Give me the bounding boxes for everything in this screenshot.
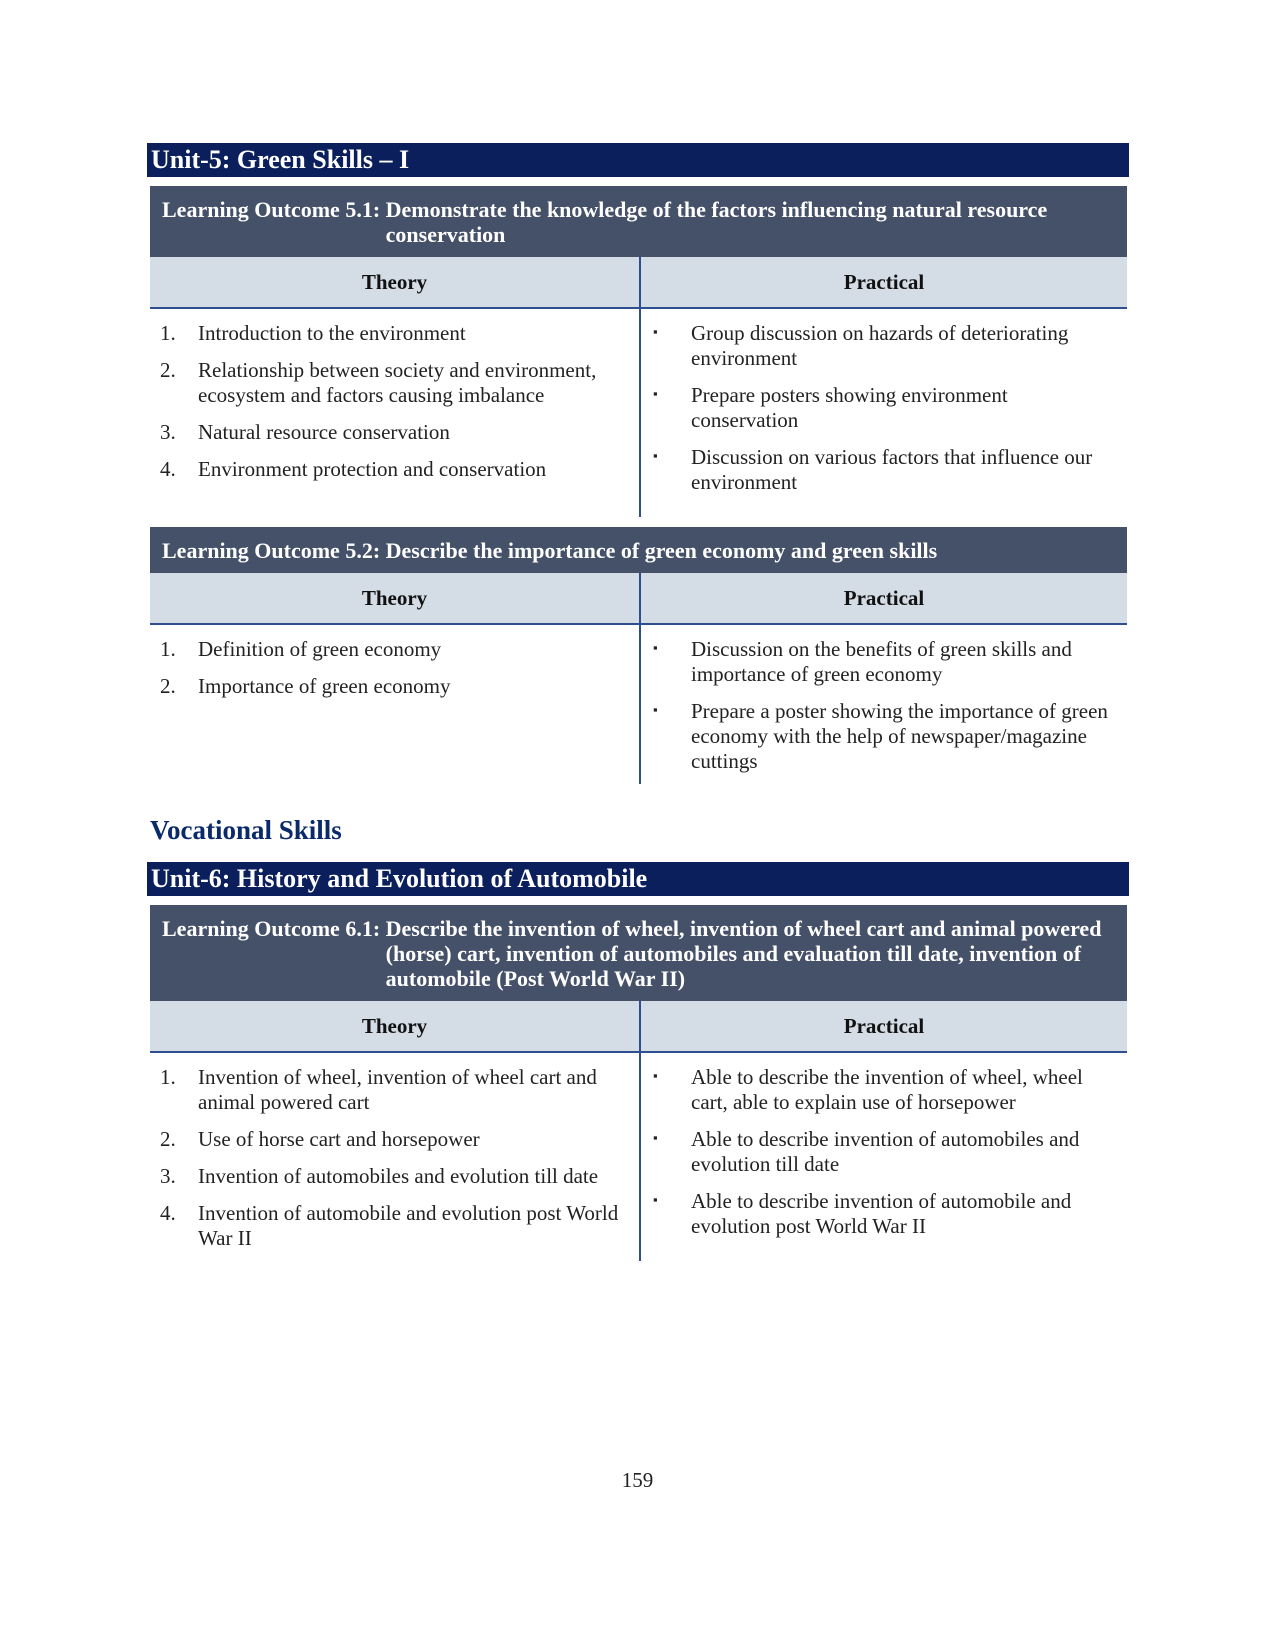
- practical-header: Practical: [843, 270, 925, 294]
- theory-list: [160, 637, 621, 699]
- item-text: Natural resource conservation: [198, 420, 450, 444]
- item-text: Relationship between society and environment, ecosystem and factors causing imbalance: [198, 358, 597, 407]
- practical-header: Practical: [843, 586, 925, 610]
- practical-item: [653, 699, 1119, 774]
- item-number: 4.: [160, 1201, 176, 1225]
- bullet-icon: ▪: [653, 1130, 658, 1145]
- theory-list: [160, 1065, 621, 1251]
- theory-header: Theory: [150, 1001, 641, 1051]
- theory-item: [160, 637, 621, 662]
- practical-item: [653, 1065, 1119, 1115]
- item-number: 1.: [160, 321, 176, 345]
- learning-outcome-text: Describe the invention of wheel, invention of wheel cart and animal powered (horse) cart, invention of automobiles and evaluation till date, invention of automobile (Post World War II): [385, 916, 1102, 991]
- learning-outcome-5-2-table: [150, 527, 1127, 784]
- learning-outcome-5-1-header: [150, 186, 1127, 257]
- column-headers: [150, 1001, 1127, 1053]
- learning-outcome-5-2-header: [150, 527, 1127, 573]
- theory-column: [150, 309, 641, 517]
- item-number: 3.: [160, 1164, 176, 1188]
- learning-outcome-label: Learning Outcome 6.1:: [162, 916, 381, 941]
- practical-header: Practical: [843, 1014, 925, 1038]
- item-number: 2.: [160, 674, 176, 698]
- item-text: Importance of green economy: [198, 674, 451, 698]
- theory-column: [150, 625, 641, 784]
- item-number: 2.: [160, 1127, 176, 1151]
- item-text: Able to describe invention of automobiles and evolution till date: [691, 1127, 1080, 1176]
- unit-5-title: Unit-5: Green Skills – I: [147, 143, 1129, 177]
- item-number: 2.: [160, 358, 176, 382]
- theory-item: [160, 674, 621, 699]
- bullet-icon: ▪: [653, 1068, 658, 1083]
- column-headers: [150, 257, 1127, 309]
- bullet-icon: ▪: [653, 386, 658, 401]
- learning-outcome-text: Demonstrate the knowledge of the factors influencing natural resource conservation: [385, 197, 1048, 247]
- learning-outcome-label: Learning Outcome 5.2:: [162, 538, 381, 563]
- content-row: [150, 1053, 1127, 1261]
- item-text: Discussion on various factors that influence our environment: [691, 445, 1093, 494]
- practical-list: [653, 637, 1119, 774]
- column-headers: [150, 573, 1127, 625]
- practical-item: [653, 1189, 1119, 1239]
- practical-list: [653, 321, 1119, 495]
- learning-outcome-text: Describe the importance of green economy and green skills: [385, 538, 938, 563]
- item-text: Invention of wheel, invention of wheel cart and animal powered cart: [198, 1065, 597, 1114]
- bullet-icon: ▪: [653, 448, 658, 463]
- vocational-skills-heading: Vocational Skills: [150, 815, 342, 845]
- theory-item: [160, 1164, 621, 1189]
- theory-item: [160, 1201, 621, 1251]
- theory-item: [160, 457, 621, 482]
- theory-header: Theory: [150, 573, 641, 623]
- item-text: Introduction to the environment: [198, 321, 466, 345]
- item-text: Able to describe invention of automobile and evolution post World War II: [691, 1189, 1072, 1238]
- unit-6-title: Unit-6: History and Evolution of Automobile: [147, 862, 1129, 896]
- item-text: Prepare a poster showing the importance of green economy with the help of newspaper/magazine cuttings: [691, 699, 1108, 773]
- item-text: Definition of green economy: [198, 637, 442, 661]
- learning-outcome-6-1-table: [150, 905, 1127, 1261]
- practical-item: [653, 637, 1119, 687]
- theory-list: [160, 321, 621, 482]
- practical-column: [641, 625, 1127, 784]
- item-text: Able to describe the invention of wheel, wheel cart, able to explain use of horsepower: [691, 1065, 1083, 1114]
- theory-header: Theory: [150, 257, 641, 307]
- practical-item: [653, 383, 1119, 433]
- theory-item: [160, 358, 621, 408]
- item-text: Prepare posters showing environment conservation: [691, 383, 1008, 432]
- theory-item: [160, 420, 621, 445]
- bullet-icon: ▪: [653, 324, 658, 339]
- practical-column: [641, 1053, 1127, 1261]
- bullet-icon: ▪: [653, 640, 658, 655]
- practical-item: [653, 1127, 1119, 1177]
- learning-outcome-5-1-table: [150, 186, 1127, 517]
- bullet-icon: ▪: [653, 1192, 658, 1207]
- practical-item: [653, 445, 1119, 495]
- content-row: [150, 625, 1127, 784]
- item-text: Group discussion on hazards of deteriorating environment: [691, 321, 1069, 370]
- item-number: 3.: [160, 420, 176, 444]
- page-number: 159: [621, 1468, 654, 1492]
- theory-item: [160, 1065, 621, 1115]
- practical-column: [641, 309, 1127, 517]
- practical-list: [653, 1065, 1119, 1239]
- content-row: [150, 309, 1127, 517]
- item-number: 4.: [160, 457, 176, 481]
- bullet-icon: ▪: [653, 702, 658, 717]
- item-text: Use of horse cart and horsepower: [198, 1127, 480, 1151]
- theory-item: [160, 1127, 621, 1152]
- item-text: Discussion on the benefits of green skills and importance of green economy: [691, 637, 1072, 686]
- theory-column: [150, 1053, 641, 1261]
- item-number: 1.: [160, 1065, 176, 1089]
- practical-item: [653, 321, 1119, 371]
- theory-item: [160, 321, 621, 346]
- learning-outcome-label: Learning Outcome 5.1:: [162, 197, 381, 222]
- learning-outcome-6-1-header: [150, 905, 1127, 1001]
- item-text: Environment protection and conservation: [198, 457, 547, 481]
- item-text: Invention of automobile and evolution post World War II: [198, 1201, 619, 1250]
- item-text: Invention of automobiles and evolution till date: [198, 1164, 599, 1188]
- item-number: 1.: [160, 637, 176, 661]
